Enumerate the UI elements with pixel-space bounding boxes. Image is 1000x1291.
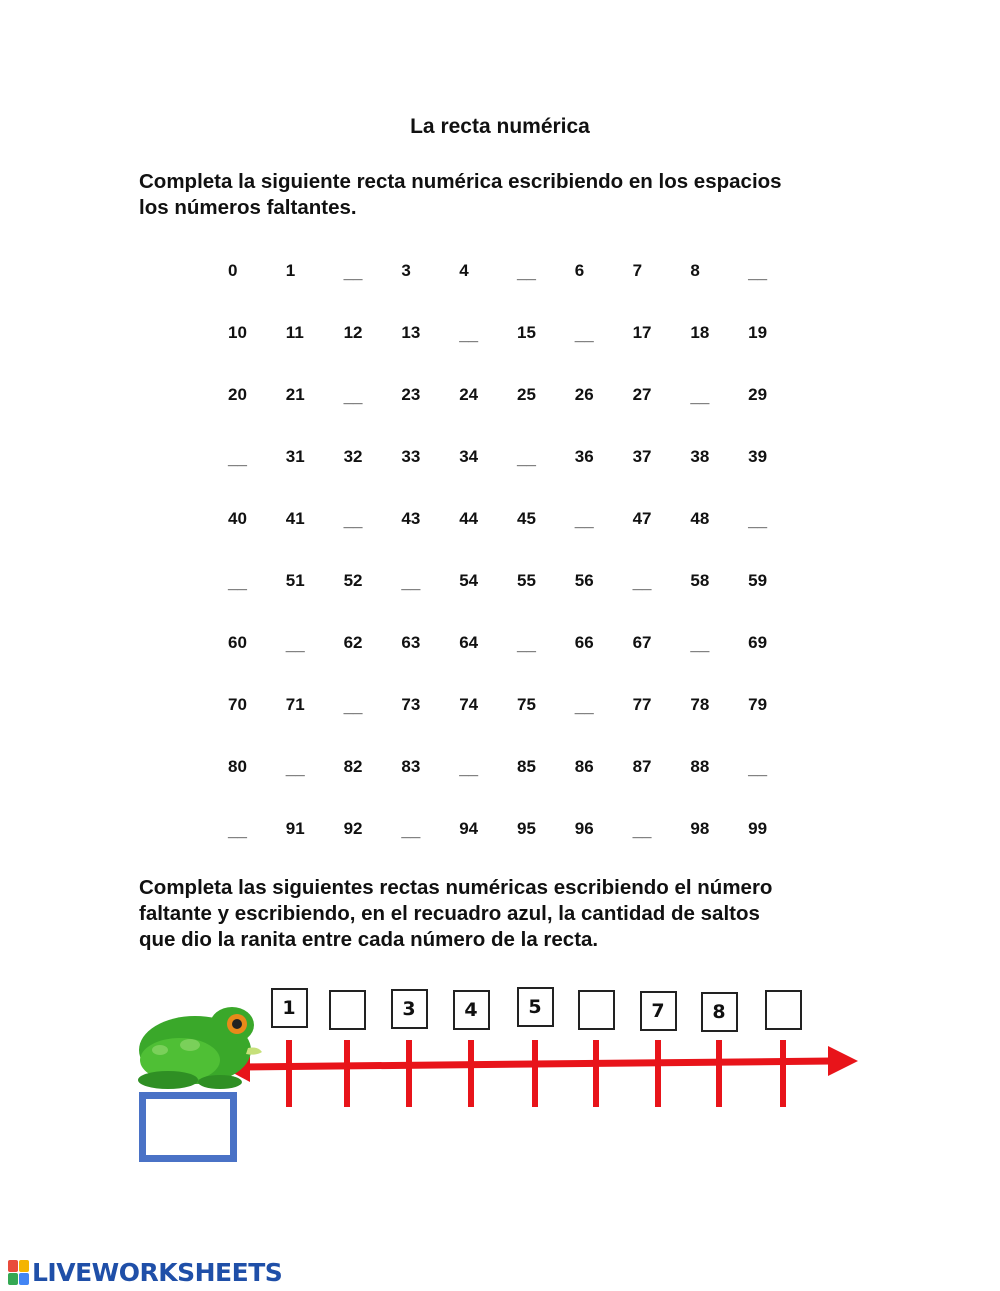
grid-row <box>228 569 806 631</box>
number-box: 7 <box>640 991 677 1031</box>
blank-number-slot[interactable]: __ <box>574 325 594 344</box>
grid-row <box>228 445 806 507</box>
instruction-line: Completa las siguientes rectas numéricas escribiendo el número <box>139 876 773 899</box>
grid-number: 27 <box>632 385 652 404</box>
grid-number: 21 <box>285 385 305 404</box>
brand-name: LIVEWORKSHEETS <box>32 1258 283 1287</box>
grid-number: 38 <box>690 447 710 466</box>
number-box: 3 <box>391 989 428 1029</box>
grid-number: 39 <box>748 447 768 466</box>
grid-number: 94 <box>459 819 479 838</box>
instruction-grid <box>139 169 879 221</box>
grid-number: 64 <box>459 633 479 652</box>
missing-number-box[interactable] <box>765 990 802 1030</box>
grid-number: 23 <box>401 385 421 404</box>
blank-number-slot[interactable]: __ <box>228 821 247 840</box>
blank-number-slot[interactable]: __ <box>228 573 247 592</box>
grid-number: 77 <box>632 695 652 714</box>
grid-number: 80 <box>228 757 247 776</box>
blank-number-slot[interactable]: __ <box>343 697 363 716</box>
grid-number: 40 <box>228 509 247 528</box>
instruction-line: Completa la siguiente recta numérica escribiendo en los espacios <box>139 170 782 193</box>
grid-number: 88 <box>690 757 710 776</box>
grid-number: 71 <box>285 695 305 714</box>
grid-number: 41 <box>285 509 305 528</box>
grid-number: 52 <box>343 571 363 590</box>
number-grid <box>228 259 806 879</box>
grid-number: 66 <box>574 633 594 652</box>
grid-number: 92 <box>343 819 363 838</box>
blank-number-slot[interactable]: __ <box>459 759 479 778</box>
grid-number: 33 <box>401 447 421 466</box>
grid-number: 25 <box>516 385 536 404</box>
grid-row <box>228 383 806 445</box>
blank-number-slot[interactable]: __ <box>516 263 536 282</box>
tick-marks <box>289 1040 783 1107</box>
grid-number: 69 <box>748 633 768 652</box>
number-box: 5 <box>517 987 554 1027</box>
grid-row <box>228 693 806 755</box>
grid-number: 99 <box>748 819 768 838</box>
grid-number: 17 <box>632 323 652 342</box>
grid-number: 19 <box>748 323 768 342</box>
grid-number: 36 <box>574 447 594 466</box>
blank-number-slot[interactable]: __ <box>690 635 710 654</box>
jumps-answer-box[interactable] <box>139 1092 237 1162</box>
grid-row <box>228 631 806 693</box>
grid-row <box>228 755 806 817</box>
blank-number-slot[interactable]: __ <box>632 573 652 592</box>
grid-number: 86 <box>574 757 594 776</box>
blank-number-slot[interactable]: __ <box>748 511 768 530</box>
grid-number: 96 <box>574 819 594 838</box>
blank-number-slot[interactable]: __ <box>343 263 363 282</box>
grid-number: 18 <box>690 323 710 342</box>
grid-row <box>228 259 806 321</box>
number-line-axis <box>222 1046 858 1082</box>
grid-number: 1 <box>285 261 296 280</box>
grid-number: 85 <box>516 757 536 776</box>
grid-number: 51 <box>285 571 305 590</box>
grid-number: 54 <box>459 571 479 590</box>
grid-number: 91 <box>285 819 305 838</box>
grid-number: 58 <box>690 571 710 590</box>
instruction-number-line <box>139 875 879 953</box>
grid-number: 98 <box>690 819 710 838</box>
page-title: La recta numérica <box>410 115 590 138</box>
grid-number: 87 <box>632 757 652 776</box>
blank-number-slot[interactable]: __ <box>228 449 247 468</box>
footer-brand <box>8 1258 282 1287</box>
grid-number: 8 <box>690 261 700 280</box>
grid-number: 34 <box>459 447 479 466</box>
grid-number: 0 <box>228 261 238 280</box>
instruction-line: los números faltantes. <box>139 196 357 219</box>
blank-number-slot[interactable]: __ <box>574 697 594 716</box>
grid-number: 37 <box>632 447 652 466</box>
missing-number-box[interactable] <box>329 990 366 1030</box>
grid-number: 7 <box>632 261 643 280</box>
blank-number-slot[interactable]: __ <box>516 449 536 468</box>
grid-number: 63 <box>401 633 421 652</box>
number-box: 4 <box>453 990 490 1030</box>
grid-number: 47 <box>632 509 652 528</box>
grid-number: 3 <box>401 261 411 280</box>
blank-number-slot[interactable]: __ <box>343 387 363 406</box>
blank-number-slot[interactable]: __ <box>343 511 363 530</box>
blank-number-slot[interactable]: __ <box>574 511 594 530</box>
grid-number: 70 <box>228 695 247 714</box>
grid-number: 32 <box>343 447 363 466</box>
grid-number: 74 <box>459 695 479 714</box>
grid-number: 60 <box>228 633 247 652</box>
blank-number-slot[interactable]: __ <box>748 263 768 282</box>
grid-number: 59 <box>748 571 768 590</box>
blank-number-slot[interactable]: __ <box>285 635 305 654</box>
grid-row <box>228 817 806 879</box>
grid-number: 82 <box>343 757 363 776</box>
instruction-line: faltante y escribiendo, en el recuadro azul, la cantidad de saltos <box>139 902 760 925</box>
grid-number: 11 <box>285 323 304 342</box>
grid-row <box>228 507 806 569</box>
blank-number-slot[interactable]: __ <box>748 759 768 778</box>
grid-number: 12 <box>343 323 363 342</box>
grid-number: 95 <box>516 819 536 838</box>
grid-number: 4 <box>459 261 469 280</box>
grid-number: 62 <box>343 633 363 652</box>
grid-number: 13 <box>401 323 421 342</box>
number-box: 1 <box>271 988 308 1028</box>
grid-number: 43 <box>401 509 421 528</box>
arrow-right-head <box>828 1046 858 1076</box>
arrow-left-head <box>222 1052 250 1082</box>
grid-number: 45 <box>516 509 536 528</box>
blank-number-slot[interactable]: __ <box>690 387 710 406</box>
blank-number-slot[interactable]: __ <box>459 325 479 344</box>
liveworksheets-logo-icon <box>8 1260 30 1286</box>
grid-number: 29 <box>748 385 768 404</box>
grid-number: 31 <box>285 447 305 466</box>
grid-number: 44 <box>459 509 479 528</box>
missing-number-box[interactable] <box>578 990 615 1030</box>
grid-number: 26 <box>574 385 594 404</box>
grid-number: 56 <box>574 571 594 590</box>
number-box: 8 <box>701 992 738 1032</box>
blank-number-slot[interactable]: __ <box>401 821 421 840</box>
blank-number-slot[interactable]: __ <box>516 635 536 654</box>
grid-number: 15 <box>516 323 536 342</box>
grid-number: 75 <box>516 695 536 714</box>
grid-number: 6 <box>574 261 585 280</box>
grid-number: 83 <box>401 757 421 776</box>
blank-number-slot[interactable]: __ <box>401 573 421 592</box>
grid-number: 24 <box>459 385 479 404</box>
frog-icon <box>138 1007 262 1089</box>
grid-number: 10 <box>228 323 247 342</box>
grid-number: 48 <box>690 509 710 528</box>
axis-line <box>240 1061 832 1067</box>
grid-number: 79 <box>748 695 768 714</box>
grid-row <box>228 321 806 383</box>
blank-number-slot[interactable]: __ <box>285 759 305 778</box>
grid-number: 55 <box>516 571 536 590</box>
grid-number: 20 <box>228 385 247 404</box>
blank-number-slot[interactable]: __ <box>632 821 652 840</box>
grid-number: 73 <box>401 695 421 714</box>
grid-number: 78 <box>690 695 710 714</box>
grid-number: 67 <box>632 633 652 652</box>
instruction-line: que dio la ranita entre cada número de la recta. <box>139 928 599 951</box>
